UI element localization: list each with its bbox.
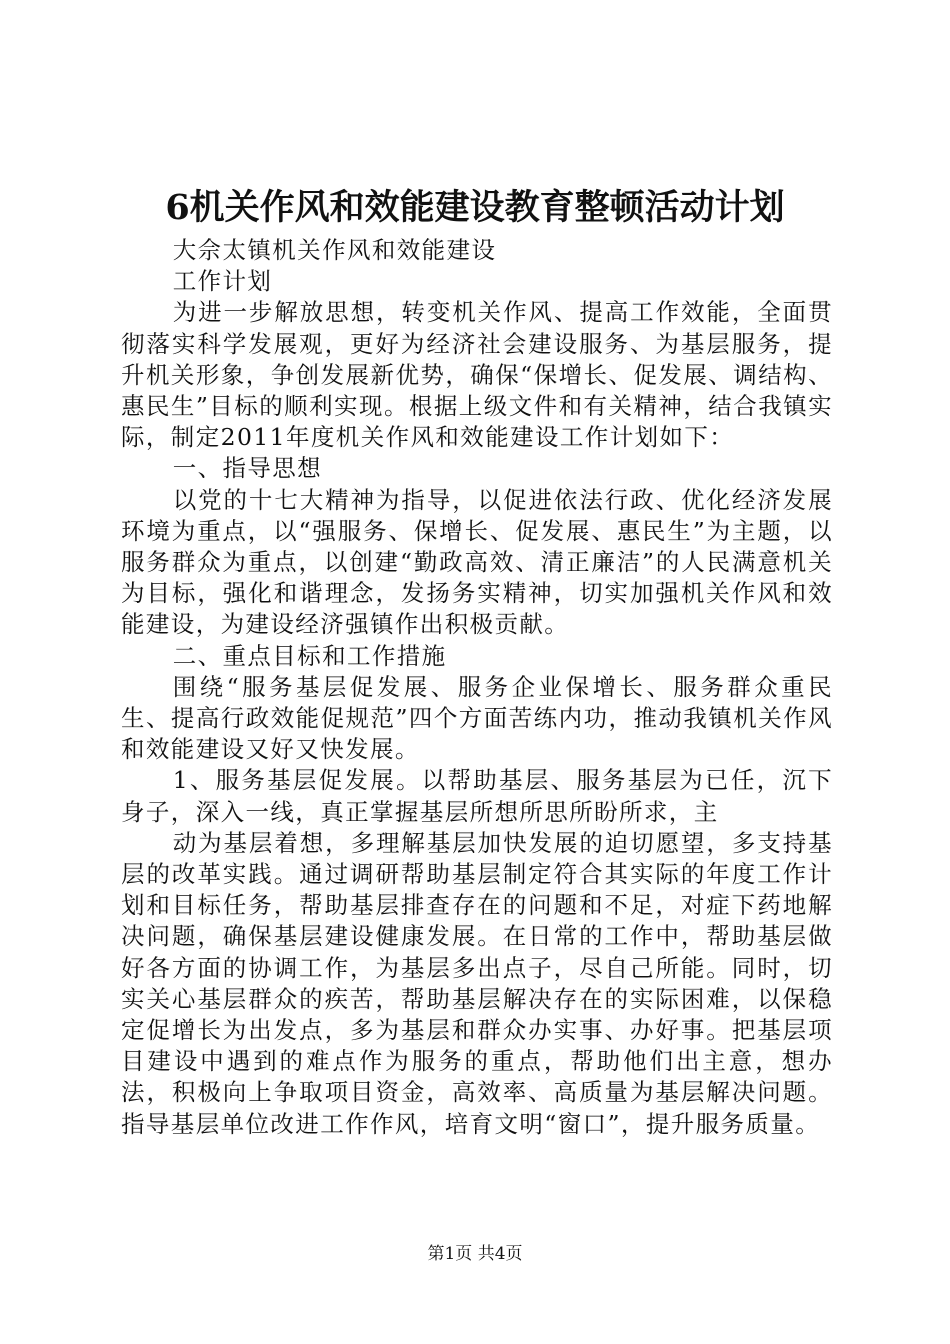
section-heading-goals-measures: 二、重点目标和工作措施: [172, 641, 447, 670]
guiding-ideology-paragraph: 以党的十七大精神为指导，以促进依法行政、优化经济发展环境为重点，以“强服务、保增长、促发展、惠民生”为主题，以服务群众为重点，以创建“勤政高效、清正廉洁”的人民满意机关为目标，强化和谐理念，发扬务实精神，切实加强机关作风和效能建设，为建设经济强镇作出积极贡献。: [121, 485, 833, 639]
goals-measures-paragraph: 围绕“服务基层促发展、服务企业保增长、服务群众重民生、提高行政效能促规范”四个方面苦练内功，推动我镇机关作风和效能建设又好又快发展。: [121, 672, 833, 764]
document-title: 6机关作风和效能建设教育整顿活动计划: [165, 187, 785, 228]
page-footer: 第1页 共4页: [427, 1244, 523, 1264]
subtitle-line-1: 大佘太镇机关作风和效能建设: [172, 236, 497, 264]
item-1-continuation-paragraph: 动为基层着想，多理解基层加快发展的迫切愿望，多支持基层的改革实践。通过调研帮助基层制定符合其实际的年度工作计划和目标任务，帮助基层排查存在的问题和不足，对症下药地解决问题，确保基层建设健康发展。在日常的工作中，帮助基层做好各方面的协调工作，为基层多出点子，尽自己所能。同时，切实关心基层群众的疾苦，帮助基层解决存在的实际困难，以保稳定促增长为出发点，多为基层和群众办实事、办好事。把基层项目建设中遇到的难点作为服务的重点，帮助他们出主意，想办法，积极向上争取项目资金，高效率、高质量为基层解决问题。指导基层单位改进工作作风，培育文明“窗口”，提升服务质量。: [121, 828, 833, 1138]
intro-paragraph: 为进一步解放思想，转变机关作风、提高工作效能，全面贯彻落实科学发展观，更好为经济社会建设服务、为基层服务，提升机关形象，争创发展新优势，确保“保增长、促发展、调结构、惠民生”目标的顺利实现。根据上级文件和有关精神，结合我镇实际，制定2011年度机关作风和效能建设工作计划如下：: [121, 298, 833, 452]
document-body: [121, 235, 833, 1140]
subtitle-line-2: 工作计划: [172, 267, 273, 296]
item-1-paragraph: 1、服务基层促发展。以帮助基层、服务基层为已任，沉下身子，深入一线，真正掌握基层所想所思所盼所求，主: [121, 766, 833, 826]
section-heading-guiding-ideology: 一、指导思想: [172, 454, 323, 483]
